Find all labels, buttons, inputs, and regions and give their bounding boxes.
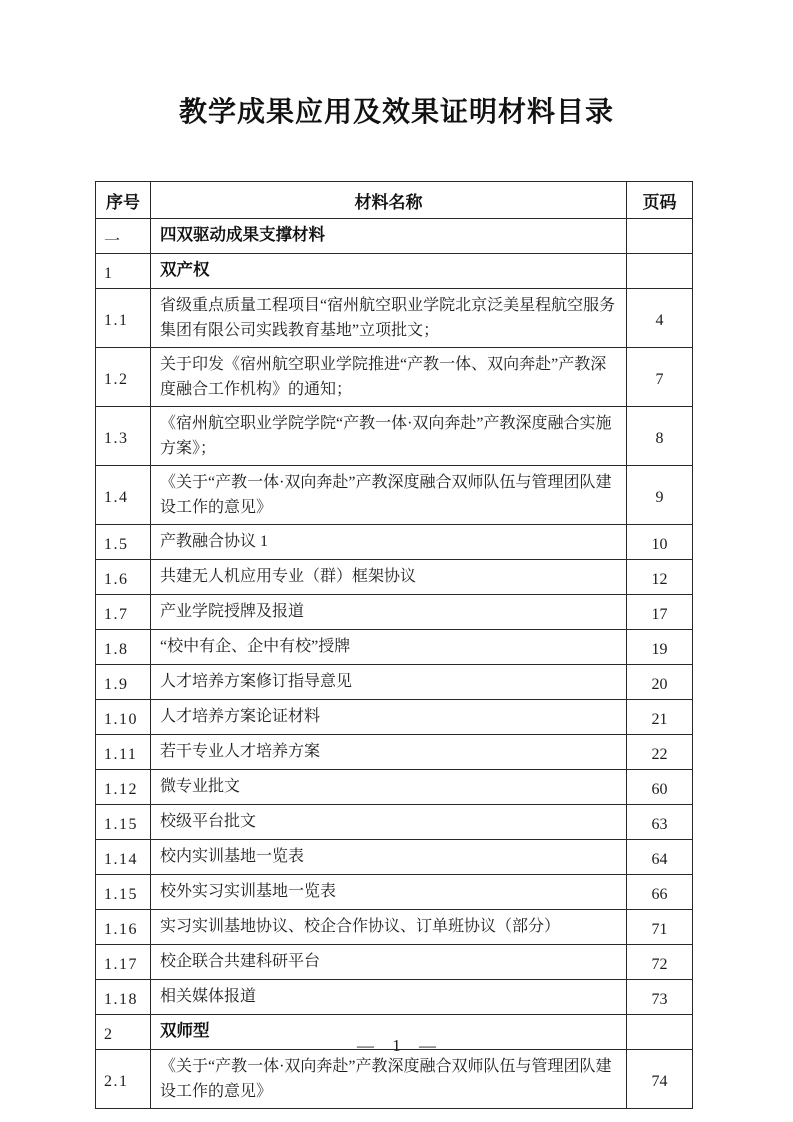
row-serial-number: 1.7 (96, 595, 151, 630)
table-row (96, 875, 693, 910)
row-page-number: 60 (627, 770, 693, 805)
row-serial-number: 1.18 (96, 980, 151, 1015)
row-material-name: 双产权 (151, 254, 627, 289)
row-material-name: 产教融合协议 1 (151, 525, 627, 560)
row-serial-number: 1.10 (96, 700, 151, 735)
row-page-number: 9 (627, 466, 693, 525)
row-serial-number: 1.12 (96, 770, 151, 805)
table-row (96, 289, 693, 348)
row-serial-number: 2 (96, 1015, 151, 1050)
row-material-name: 人才培养方案论证材料 (151, 700, 627, 735)
row-page-number: 10 (627, 525, 693, 560)
row-serial-number: 2.1 (96, 1050, 151, 1109)
row-material-name: 相关媒体报道 (151, 980, 627, 1015)
row-material-name: 人才培养方案修订指导意见 (151, 665, 627, 700)
row-material-name: 《关于“产教一体·双向奔赴”产教深度融合双师队伍与管理团队建设工作的意见》 (151, 1050, 627, 1109)
row-material-name: 若干专业人才培养方案 (151, 735, 627, 770)
row-page-number: 12 (627, 560, 693, 595)
row-serial-number: 1.2 (96, 348, 151, 407)
table-row (96, 219, 693, 254)
row-material-name: 《宿州航空职业学院学院“产教一体·双向奔赴”产教深度融合实施方案》； (151, 407, 627, 466)
row-serial-number: 1.6 (96, 560, 151, 595)
table-row (96, 466, 693, 525)
table-row (96, 910, 693, 945)
row-page-number: 72 (627, 945, 693, 980)
row-page-number: 17 (627, 595, 693, 630)
row-serial-number: 1 (96, 254, 151, 289)
table-row (96, 840, 693, 875)
row-material-name: 校级平台批文 (151, 805, 627, 840)
row-material-name: 产业学院授牌及报道 (151, 595, 627, 630)
row-serial-number: 1.9 (96, 665, 151, 700)
row-serial-number: 1.14 (96, 840, 151, 875)
row-page-number: 8 (627, 407, 693, 466)
row-material-name: 校内实训基地一览表 (151, 840, 627, 875)
table-row (96, 735, 693, 770)
table-row (96, 407, 693, 466)
table-row (96, 1050, 693, 1109)
row-serial-number: 一 (96, 219, 151, 254)
row-page-number (627, 254, 693, 289)
row-material-name: 四双驱动成果支撑材料 (151, 219, 627, 254)
row-material-name: 共建无人机应用专业（群）框架协议 (151, 560, 627, 595)
row-page-number: 73 (627, 980, 693, 1015)
table-row (96, 980, 693, 1015)
row-page-number (627, 219, 693, 254)
row-material-name: 微专业批文 (151, 770, 627, 805)
page-number-footer: — 1 — (357, 1036, 436, 1055)
toc-table (95, 181, 693, 1109)
row-serial-number: 1.5 (96, 525, 151, 560)
row-material-name: “校中有企、企中有校”授牌 (151, 630, 627, 665)
row-material-name: 校企联合共建科研平台 (151, 945, 627, 980)
row-page-number: 21 (627, 700, 693, 735)
table-row (96, 805, 693, 840)
table-header-row (96, 182, 693, 219)
row-material-name: 关于印发《宿州航空职业学院推进“产教一体、双向奔赴”产教深度融合工作机构》的通知； (151, 348, 627, 407)
table-row (96, 525, 693, 560)
row-serial-number: 1.16 (96, 910, 151, 945)
row-serial-number: 1.1 (96, 289, 151, 348)
table-row (96, 665, 693, 700)
row-material-name: 校外实习实训基地一览表 (151, 875, 627, 910)
header-serial-number: 序号 (96, 182, 151, 219)
row-page-number: 66 (627, 875, 693, 910)
row-serial-number: 1.11 (96, 735, 151, 770)
row-material-name: 省级重点质量工程项目“宿州航空职业学院北京泛美星程航空服务集团有限公司实践教育基地”立项批文； (151, 289, 627, 348)
table-row (96, 254, 693, 289)
row-material-name: 双师型 (151, 1015, 627, 1050)
table-row (96, 560, 693, 595)
row-page-number: 22 (627, 735, 693, 770)
row-serial-number: 1.4 (96, 466, 151, 525)
table-row (96, 630, 693, 665)
row-page-number: 4 (627, 289, 693, 348)
table-row (96, 700, 693, 735)
row-serial-number: 1.8 (96, 630, 151, 665)
table-row (96, 348, 693, 407)
row-page-number: 19 (627, 630, 693, 665)
header-page-number: 页码 (627, 182, 693, 219)
header-material-name: 材料名称 (151, 182, 627, 219)
row-material-name: 实习实训基地协议、校企合作协议、订单班协议（部分） (151, 910, 627, 945)
row-page-number: 71 (627, 910, 693, 945)
toc-table-body (96, 219, 693, 1109)
table-row (96, 770, 693, 805)
page-title: 教学成果应用及效果证明材料目录 (178, 96, 614, 127)
row-serial-number: 1.3 (96, 407, 151, 466)
row-page-number: 74 (627, 1050, 693, 1109)
table-row (96, 595, 693, 630)
row-material-name: 《关于“产教一体·双向奔赴”产教深度融合双师队伍与管理团队建设工作的意见》 (151, 466, 627, 525)
row-serial-number: 1.17 (96, 945, 151, 980)
row-page-number: 7 (627, 348, 693, 407)
row-page-number: 64 (627, 840, 693, 875)
row-serial-number: 1.15 (96, 875, 151, 910)
table-row (96, 945, 693, 980)
row-serial-number: 1.15 (96, 805, 151, 840)
row-page-number: 20 (627, 665, 693, 700)
row-page-number: 63 (627, 805, 693, 840)
